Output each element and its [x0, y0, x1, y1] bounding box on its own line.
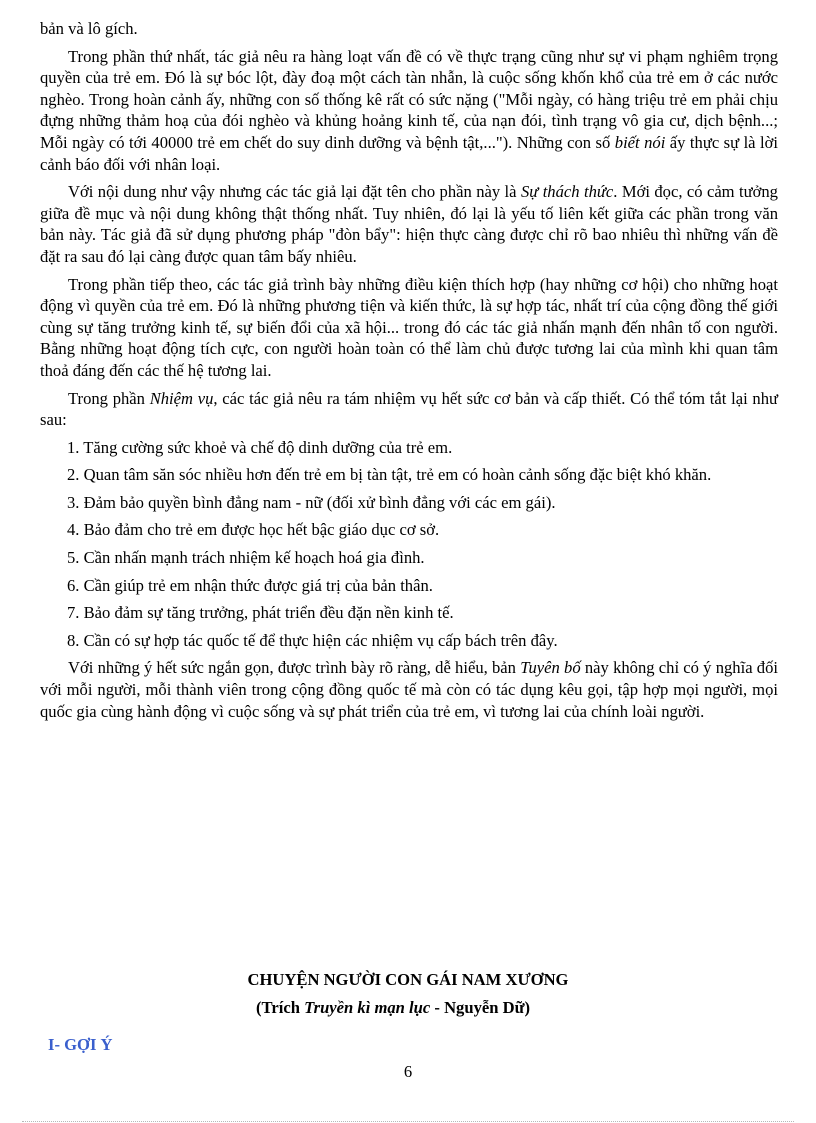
work-title: Truyền kì mạn lục — [304, 998, 431, 1017]
paragraph-5: Với những ý hết sức ngắn gọn, được trình bày rõ ràng, dễ hiểu, bản Tuyên bố này không chỉ có ý nghĩa đối với mỗi người, mỗi thành viên trong cộng đồng quốc tế mà còn có tác dụng kêu gọi, tập hợp mọi người, mọi quốc gia cùng hành động vì cuộc sống và sự phát triển của trẻ em, vì tương lai của chính loài người. — [40, 658, 778, 721]
list-item: 6. Cần giúp trẻ em nhận thức được giá trị của bản thân. — [67, 575, 433, 595]
footer-divider — [22, 1121, 794, 1122]
list-item: 3. Đảm bảo quyền bình đẳng nam - nữ (đối xử bình đẳng với các em gái). — [67, 492, 556, 512]
list-item: 7. Bảo đảm sự tăng trưởng, phát triển đều đặn nền kinh tế. — [67, 603, 454, 623]
page-number: 6 — [403, 1062, 413, 1081]
emphasis-tuyenbo: Tuyên bố — [520, 658, 581, 678]
list-item: 8. Cần có sự hợp tác quốc tế để thực hiện các nhiệm vụ cấp bách trên đây. — [67, 630, 558, 650]
emphasis-bietnoi: biết nói — [614, 132, 666, 152]
story-title: CHUYỆN NGƯỜI CON GÁI NAM XƯƠNG — [247, 970, 569, 989]
list-item: 5. Cần nhấn mạnh trách nhiệm kế hoạch hoá gia đình. — [67, 548, 425, 568]
list-item: 1. Tăng cường sức khoẻ và chế độ dinh dưỡng của trẻ em. — [67, 437, 453, 457]
paragraph-4: Trong phần Nhiệm vụ, các tác giả nêu ra tám nhiệm vụ hết sức cơ bản và cấp thiết. Có thể tóm tắt lại như sau: — [40, 388, 778, 430]
section-heading: I- GỢI Ý — [48, 1035, 113, 1054]
paragraph-0: bản và lô gích. — [40, 19, 138, 38]
document-body — [40, 18, 778, 728]
paragraph-2: Với nội dung như vậy nhưng các tác giả lại đặt tên cho phần này là Sự thách thức. Mới đọc, có cảm tưởng giữa đề mục và nội dung không thật thống nhất. Tuy nhiên, đó lại là yếu tố liên kết giữa các phần trong văn bản này. Tác giả đã sử dụng phương pháp "đòn bẩy": hiện thực càng được chỉ rõ bao nhiêu thì những vấn đề đặt ra sau đó lại càng được quan tâm bấy nhiêu. — [40, 182, 778, 266]
list-item: 2. Quan tâm săn sóc nhiều hơn đến trẻ em bị tàn tật, trẻ em có hoàn cảnh sống đặc biệt khó khăn. — [67, 465, 712, 485]
paragraph-1: Trong phần thứ nhất, tác giả nêu ra hàng loạt vấn đề có về thực trạng cũng như sự vi phạm nghiêm trọng quyền của trẻ em. Đó là sự bóc lột, đày đoạ một cách tàn nhẫn, là cuộc sống khốn khổ của trẻ em ở các nước nghèo. Trong hoàn cảnh ấy, những con số thống kê rất có sức nặng ("Mỗi ngày, có hàng triệu trẻ em phải chịu đựng những thảm hoạ của đói nghèo và khủng hoảng kinh tế, của nạn đói, tình trạng vô gia cư, dịch bệnh...; Mỗi ngày có tới 40000 trẻ em chết do suy dinh dưỡng và bệnh tật,..."). Những con số biết nói ấy thực sự là lời cảnh báo đối với nhân loại. — [40, 46, 778, 174]
emphasis-suthachthuc: Sự thách thức — [520, 182, 614, 202]
emphasis-nhiemvu: Nhiệm vụ — [149, 388, 214, 408]
list-item: 4. Bảo đảm cho trẻ em được học hết bậc giáo dục cơ sở. — [67, 520, 440, 540]
story-subtitle: (Trích Truyền kì mạn lục - Nguyễn Dữ) — [256, 998, 531, 1017]
paragraph-3: Trong phần tiếp theo, các tác giả trình bày những điều kiện thích hợp (hay những cơ hội) cho những hoạt động vì quyền của trẻ em. Đó là những phương tiện và kiến thức, là sự hợp tác, nhất trí của cộng đồng thế giới cùng sự tăng trưởng kinh tế, sự biến đổi của xã hội... trong đó các tác giả nhấn mạnh đến nhân tố con người. Bằng những hoạt động tích cực, con người hoàn toàn có thể làm chủ được tương lai của mình khi quan tâm thoả đáng đến các thế hệ tương lai. — [40, 274, 778, 380]
